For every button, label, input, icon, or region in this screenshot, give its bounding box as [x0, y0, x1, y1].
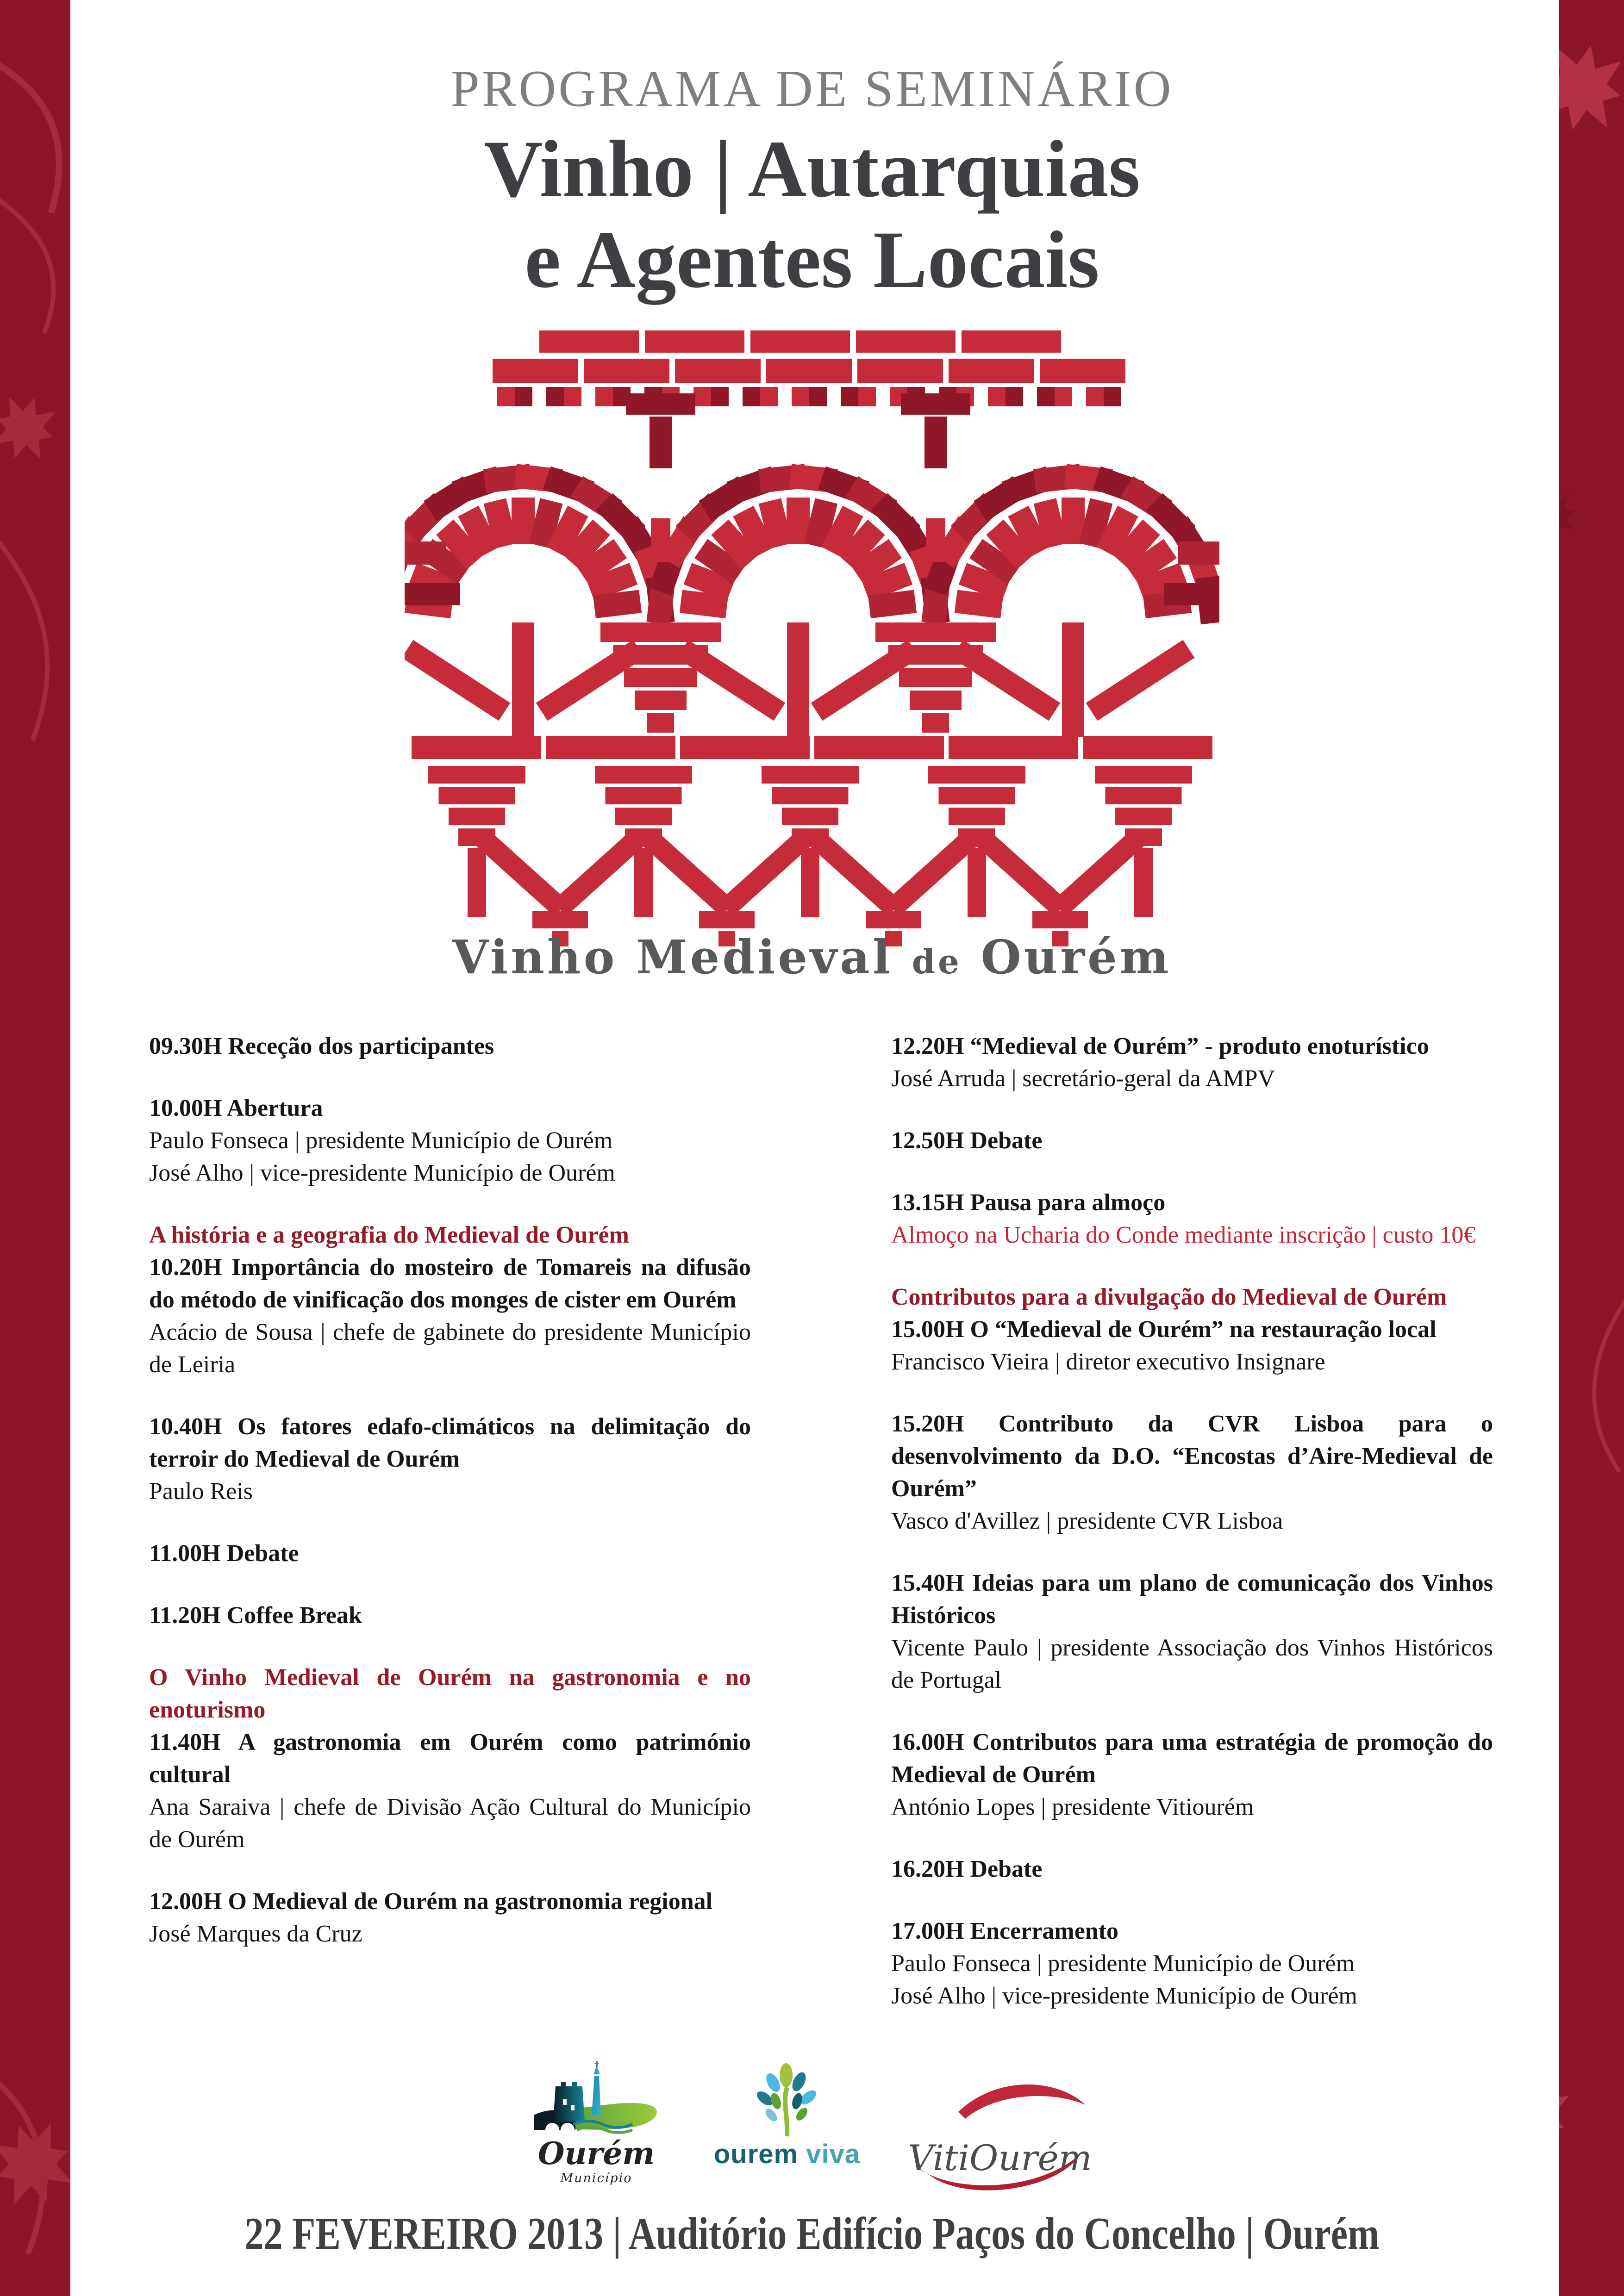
program-column-left	[149, 1030, 751, 1980]
program-line: 12.50H Debate	[891, 1127, 1043, 1154]
program-block	[149, 1092, 751, 1189]
program-line: Vasco d'Avillez | presidente CVR Lisboa	[891, 1508, 1283, 1534]
program-line: 10.00H Abertura	[149, 1095, 323, 1121]
program-line: Almoço na Ucharia do Conde mediante inscrição | custo 10€	[891, 1222, 1476, 1248]
seminar-kicker: PROGRAMA DE SEMINÁRIO	[450, 60, 1174, 118]
program-block	[891, 1567, 1493, 1697]
program-line: Paulo Fonseca | presidente Município de Ourém	[149, 1127, 613, 1154]
program-line: 16.00H Contributos para uma estratégia de promoção do Medieval de Ourém	[891, 1729, 1493, 1788]
program-block	[891, 1726, 1493, 1823]
seminar-title-line1: Vinho | Autarquias	[484, 124, 1140, 214]
program-block	[891, 1030, 1493, 1095]
program-block	[891, 1281, 1493, 1378]
right-vine-border	[1559, 0, 1624, 2296]
program-column-right	[891, 1030, 1493, 2042]
program-block	[149, 1661, 751, 1856]
municipio-label: Município	[560, 2171, 632, 2185]
program-block	[891, 1187, 1493, 1251]
program-line: Paulo Reis	[149, 1478, 253, 1505]
seminar-title-line2: e Agentes Locais	[525, 215, 1099, 305]
logo-wordmark-part2: Ourém	[981, 930, 1172, 984]
program-block	[891, 1915, 1493, 2012]
medieval-wine-logo	[405, 324, 1219, 951]
program-line: José Marques da Cruz	[149, 1921, 362, 1947]
logo-wordmark-part1: Vinho Medieval	[452, 930, 893, 984]
program-line: Ana Saraiva | chefe de Divisão Ação Cultural do Município de Ourém	[149, 1794, 751, 1853]
program-line: O Vinho Medieval de Ourém na gastronomia e no enoturismo	[149, 1664, 751, 1723]
vine-pattern-icon	[1559, 0, 1624, 2296]
ourem-viva-label	[704, 2140, 870, 2169]
vitiourem-label: VitiOurém	[908, 2137, 1092, 2178]
program-line: 12.20H “Medieval de Ourém” - produto enoturístico	[891, 1033, 1429, 1059]
logo-wordmark-de: de	[912, 942, 962, 981]
program-block	[891, 1408, 1493, 1537]
vitiourem-logo	[903, 2068, 1097, 2177]
program-line: 10.20H Importância do mosteiro de Tomareis na difusão do método de vinificação dos monges de cister em Ourém	[149, 1254, 751, 1313]
logo-wordmark	[0, 931, 1624, 988]
program-line: 13.15H Pausa para almoço	[891, 1189, 1166, 1216]
ourem-viva-word2: viva	[806, 2139, 861, 2169]
brick-arches-icon	[405, 324, 1219, 949]
left-vine-border	[0, 0, 70, 2296]
event-date-venue: 22 FEVEREIRO 2013 | Auditório Edifício Paços do Concelho | Ourém	[244, 2208, 1380, 2259]
program-line: 15.20H Contributo da CVR Lisboa para o desenvolvimento da D.O. “Encostas d’Aire-Medieval de Ourém”	[891, 1411, 1493, 1502]
program-line: 11.00H Debate	[149, 1540, 299, 1567]
program-line: Francisco Vieira | diretor executivo Insignare	[891, 1349, 1325, 1375]
program-line: José Arruda | secretário-geral da AMPV	[891, 1065, 1275, 1092]
program-line: Paulo Fonseca | presidente Município de Ourém	[891, 1950, 1355, 1977]
splash-plant-icon	[704, 2059, 870, 2137]
program-block	[149, 1030, 751, 1063]
program-line: 11.20H Coffee Break	[149, 1602, 362, 1629]
ourem-script-label: Ourém	[537, 2135, 655, 2172]
ourem-municipio-logo	[522, 2060, 670, 2187]
program-line: 11.40H A gastronomia em Ourém como património cultural	[149, 1729, 751, 1788]
program-line: A história e a geografia do Medieval de Ourém	[149, 1222, 629, 1248]
program-block	[149, 1599, 751, 1632]
seminar-title	[0, 124, 1624, 305]
program-line: 16.20H Debate	[891, 1856, 1043, 1882]
program-line: 17.00H Encerramento	[891, 1918, 1119, 1944]
program-block	[149, 1885, 751, 1950]
program-block	[149, 1219, 751, 1381]
program-line: José Alho | vice-presidente Município de Ourém	[149, 1160, 615, 1186]
program-block	[891, 1125, 1493, 1157]
program-block	[891, 1853, 1493, 1885]
program-line: 10.40H Os fatores edafo-climáticos na delimitação do terroir do Medieval de Ourém	[149, 1413, 751, 1472]
program-line: José Alho | vice-presidente Município de Ourém	[891, 1983, 1357, 2009]
vine-pattern-icon	[0, 0, 70, 2296]
ourem-castle-icon	[527, 2060, 666, 2134]
program-line: 12.00H O Medieval de Ourém na gastronomia regional	[149, 1888, 713, 1915]
ourem-viva-word1: ourem	[713, 2139, 799, 2169]
program-line: 09.30H Receção dos participantes	[149, 1033, 494, 1059]
program-line: 15.40H Ideias para um plano de comunicação dos Vinhos Históricos	[891, 1570, 1493, 1629]
program-block	[149, 1411, 751, 1508]
program-block	[149, 1537, 751, 1570]
program-line: Vicente Paulo | presidente Associação dos Vinhos Históricos de Portugal	[891, 1635, 1493, 1693]
program-line: António Lopes | presidente Vitiourém	[891, 1794, 1254, 1820]
program-line: 15.00H O “Medieval de Ourém” na restauração local	[891, 1316, 1437, 1343]
program-line: Contributos para a divulgação do Medieval de Ourém	[891, 1284, 1447, 1310]
ourem-viva-logo	[704, 2059, 870, 2169]
program-line: Acácio de Sousa | chefe de gabinete do presidente Município de Leiria	[149, 1319, 751, 1378]
